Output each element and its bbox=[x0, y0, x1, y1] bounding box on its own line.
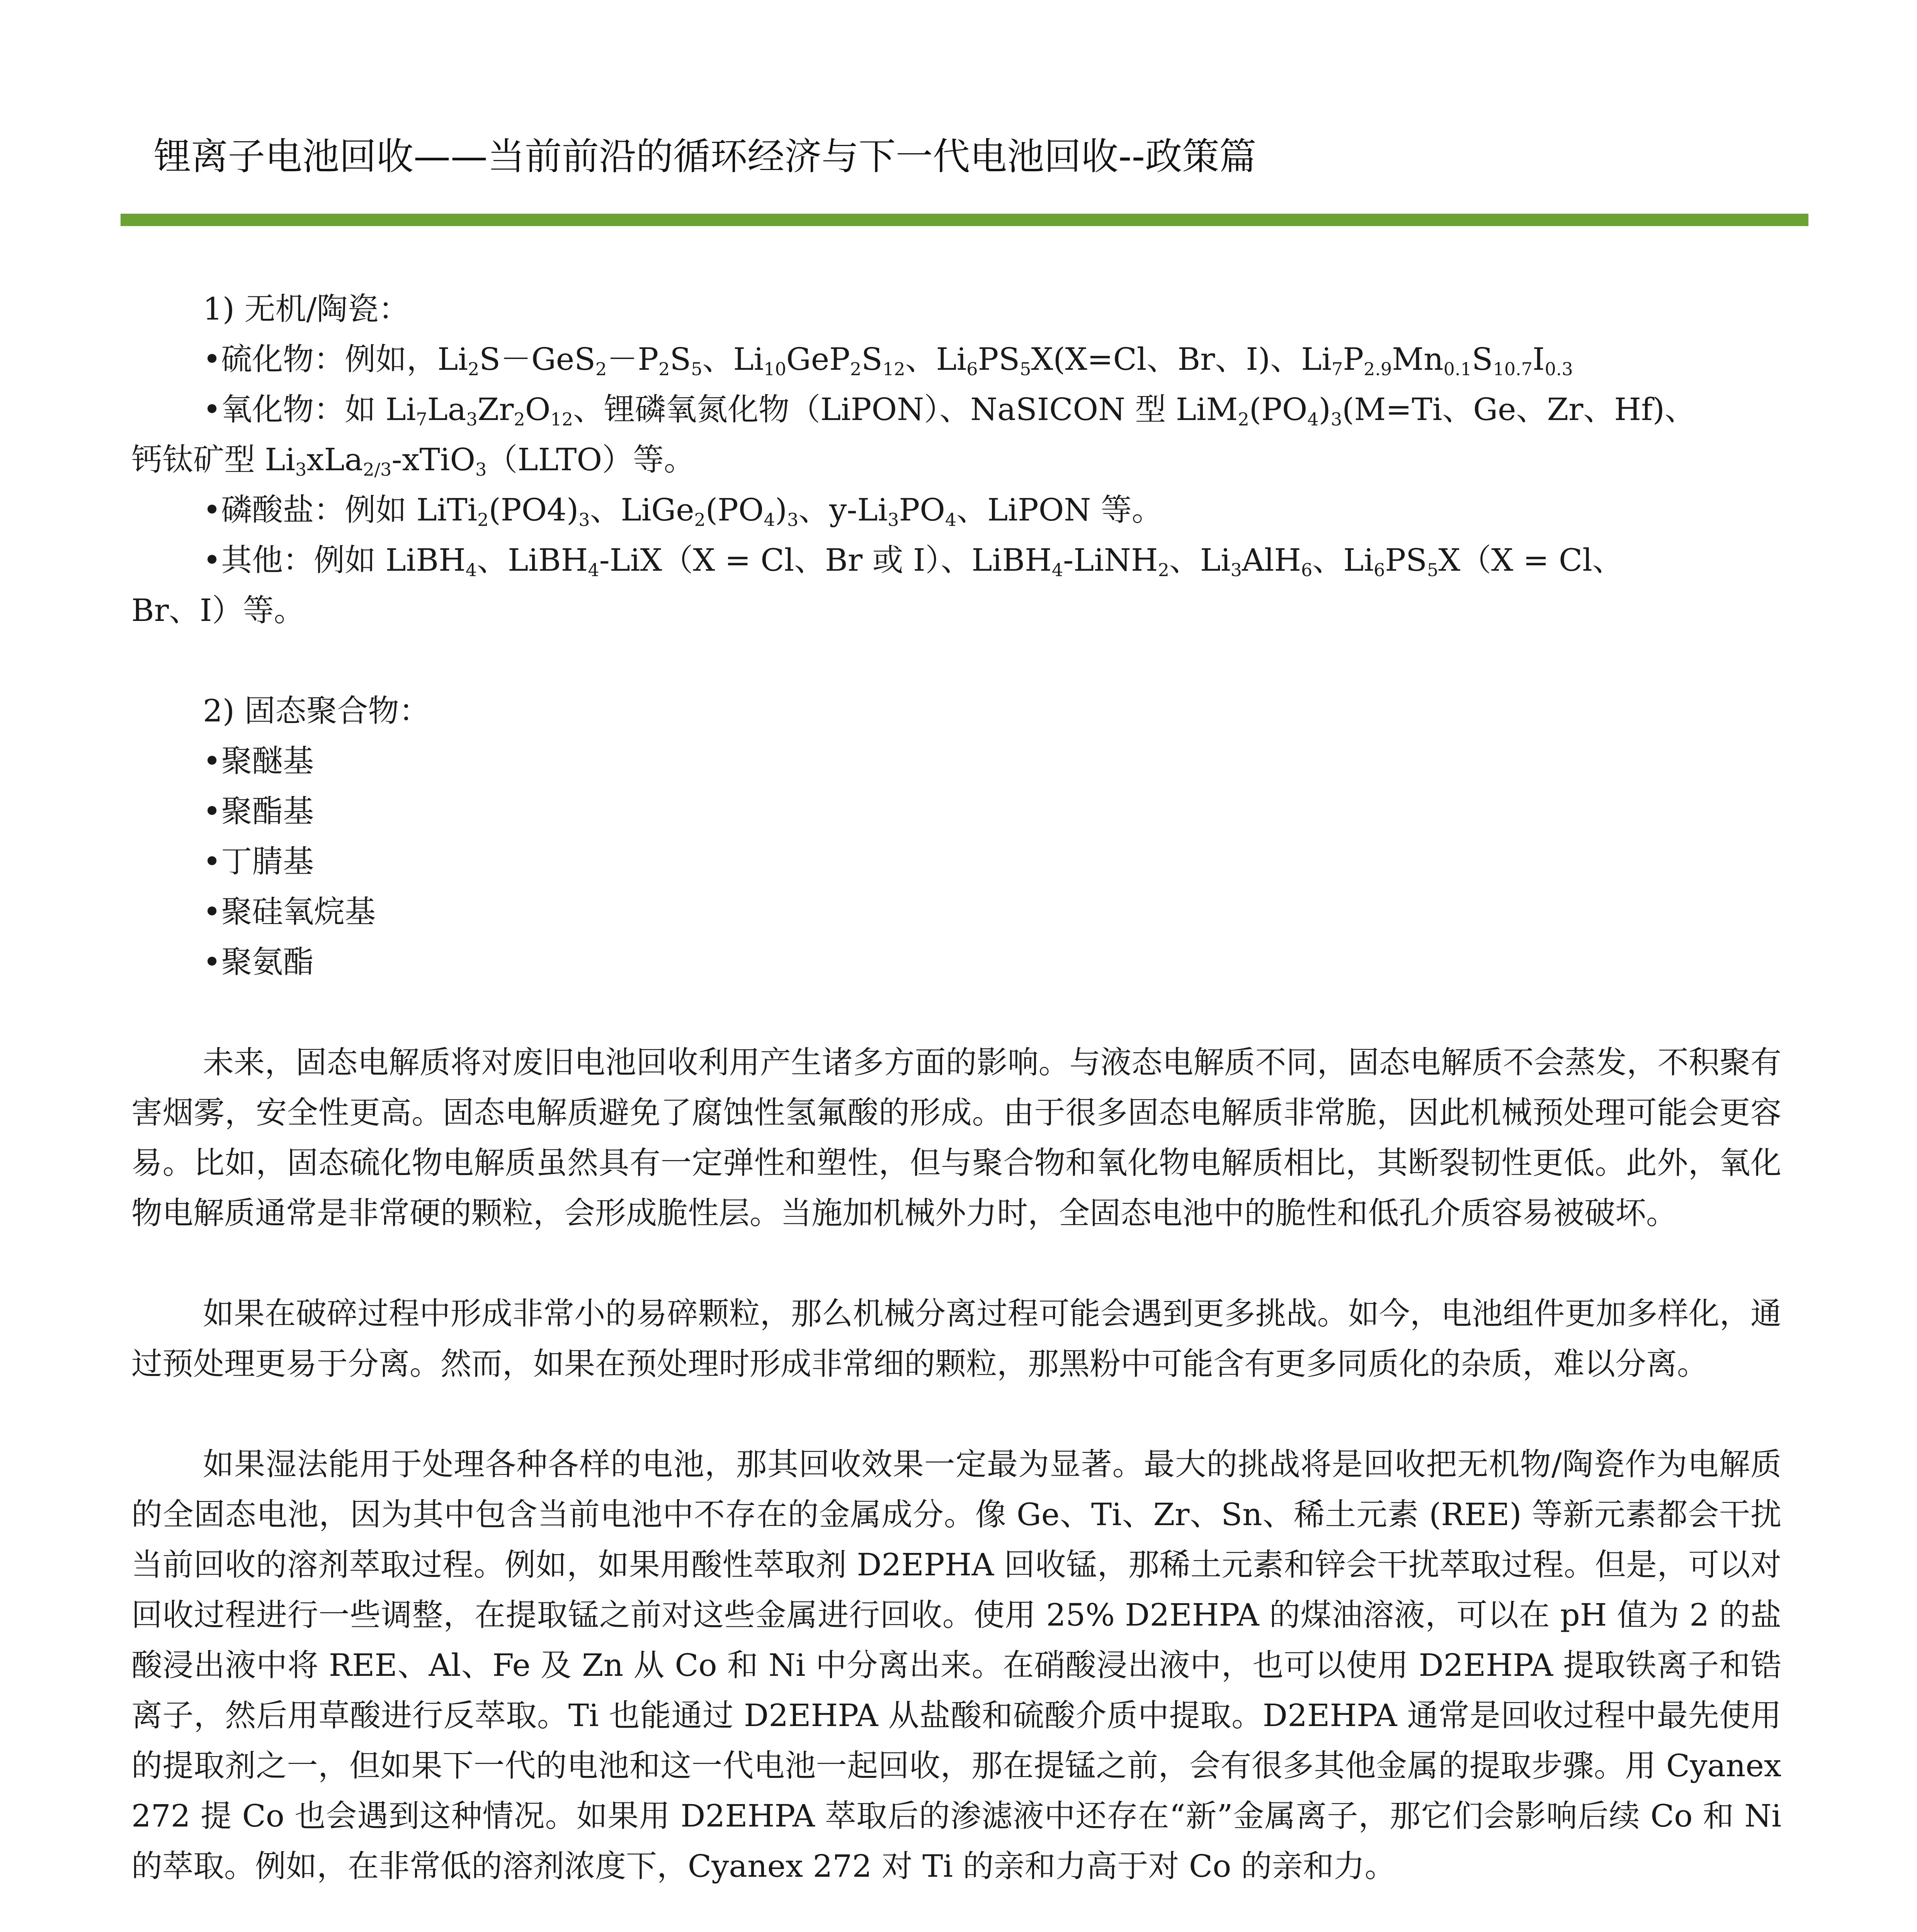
spacer bbox=[131, 987, 1781, 1037]
other-item-continued: Br、I）等。 bbox=[131, 592, 305, 628]
document-header-title: 锂离子电池回收——当前前沿的循环经济与下一代电池回收--政策篇 bbox=[154, 135, 1257, 178]
spacer bbox=[131, 636, 1781, 686]
phosphate-item: •磷酸盐：例如 $LiTi_2(PO4)_3$、$LiGe_2(PO_4)_3$、$y-Li_3PO_4$、LiPON 等。 bbox=[203, 492, 1163, 530]
body-paragraph: 未来，固态电解质将对废旧电池回收利用产生诸多方面的影响。与液态电解质不同，固态电解质不会蒸发，不积聚有害烟雾，安全性更高。固态电解质避免了腐蚀性氢氟酸的形成。由于很多固态电解质非常脆，因此机械预处理可能会更容易。比如，固态硫化物电解质虽然具有一定弹性和塑性，但与聚合物和氧化物电解质相比，其断裂韧性更低。此外，氧化物电解质通常是非常硬的颗粒，会形成脆性层。当施加机械外力时，全固态电池中的脆性和低孔介质容易被破坏。 bbox=[131, 1044, 1781, 1231]
polymer-list-item: •聚氨酯 bbox=[203, 944, 314, 980]
oxide-item-continued: 钙钛矿型 $Li_3xLa_{2/3}-xTiO_3(LLTO)$等。 bbox=[131, 442, 695, 480]
body-paragraph: 如果在破碎过程中形成非常小的易碎颗粒，那么机械分离过程可能会遇到更多挑战。如今，电池组件更加多样化，通过预处理更易于分离。然而，如果在预处理时形成非常细的颗粒，那黑粉中可能含有更多同质化的杂质，难以分离。 bbox=[131, 1296, 1781, 1382]
polymer-list-item: •丁腈基 bbox=[203, 844, 314, 879]
polymer-list-item: •聚硅氧烷基 bbox=[203, 894, 376, 930]
header-divider bbox=[121, 214, 1808, 226]
spacer bbox=[131, 1891, 1781, 1932]
spacer bbox=[131, 1238, 1781, 1289]
section-heading-polymer: 2) 固态聚合物： bbox=[203, 693, 430, 729]
section-heading-inorganic: 1) 无机/陶瓷： bbox=[203, 291, 410, 327]
oxide-item: •氧化物：如 $Li_7La_3Zr_2O_{12}$、锂磷氧氮化物（LiPON）、NaSICON 型 $LiM_2(PO_4)_3(M=Ti$、Ge、Zr、Hf)、 bbox=[203, 391, 1696, 430]
other-item: •其他：例如 LiBH$_4$、LiBH$_4$-LiX（X = Cl、Br 或 I）、LiBH$_4$-LiNH$_2$、$Li_3AlH_6$、$Li_6PS_5X(X = Cl$、 bbox=[203, 542, 1623, 580]
body-paragraph: 如果湿法能用于处理各种各样的电池，那其回收效果一定最为显著。最大的挑战将是回收把无机物/陶瓷作为电解质的全固态电池，因为其中包含当前电池中不存在的金属成分。像 Ge、Ti、Zr、Sn、稀土元素 (REE) 等新元素都会干扰当前回收的溶剂萃取过程。例如，如果用酸性萃取剂 D2EPHA 回收锰，那稀土元素和锌会干扰萃取过程。但是，可以对回收过程进行一些调整，在提取锰之前对这些金属进行回收。使用 25% D2EHPA 的煤油溶液，可以在 pH 值为 2 的盐酸浸出液中将 REE、Al、Fe 及 Zn 从 Co 和 Ni 中分离出来。在硝酸浸出液中，也可以使用 D2EHPA 提取铁离子和锆离子，然后用草酸进行反萃取。Ti 也能通过 D2EHPA 从盐酸和硫酸介质中提取。D2EHPA 通常是回收过程中最先使用的提取剂之一，但如果下一代的电池和这一代电池一起回收，那在提锰之前，会有很多其他金属的提取步骤。用 Cyanex 272 提 Co 也会遇到这种情况。如果用 D2EHPA 萃取后的渗滤液中还存在“新”金属离子，那它们会影响后续 Co 和 Ni 的萃取。例如，在非常低的溶剂浓度下，Cyanex 272 对 Ti 的亲和力高于对 Co 的亲和力。 bbox=[131, 1446, 1781, 1884]
polymer-list-item: •聚酯基 bbox=[203, 793, 314, 829]
spacer bbox=[131, 1389, 1781, 1439]
page-body bbox=[131, 284, 1781, 1932]
sulfide-item: •硫化物：例如，$Li_2S-GeS_2-P_2S_5$、$Li_{10}GeP_2S_{12}$、$Li_6PS_5X(X=Cl$、Br、I)、$Li_7P_{2.9}Mn_{0.1}S_{10.7}I_{0.3}$ bbox=[203, 341, 1573, 379]
polymer-list-item: •聚醚基 bbox=[203, 743, 314, 779]
